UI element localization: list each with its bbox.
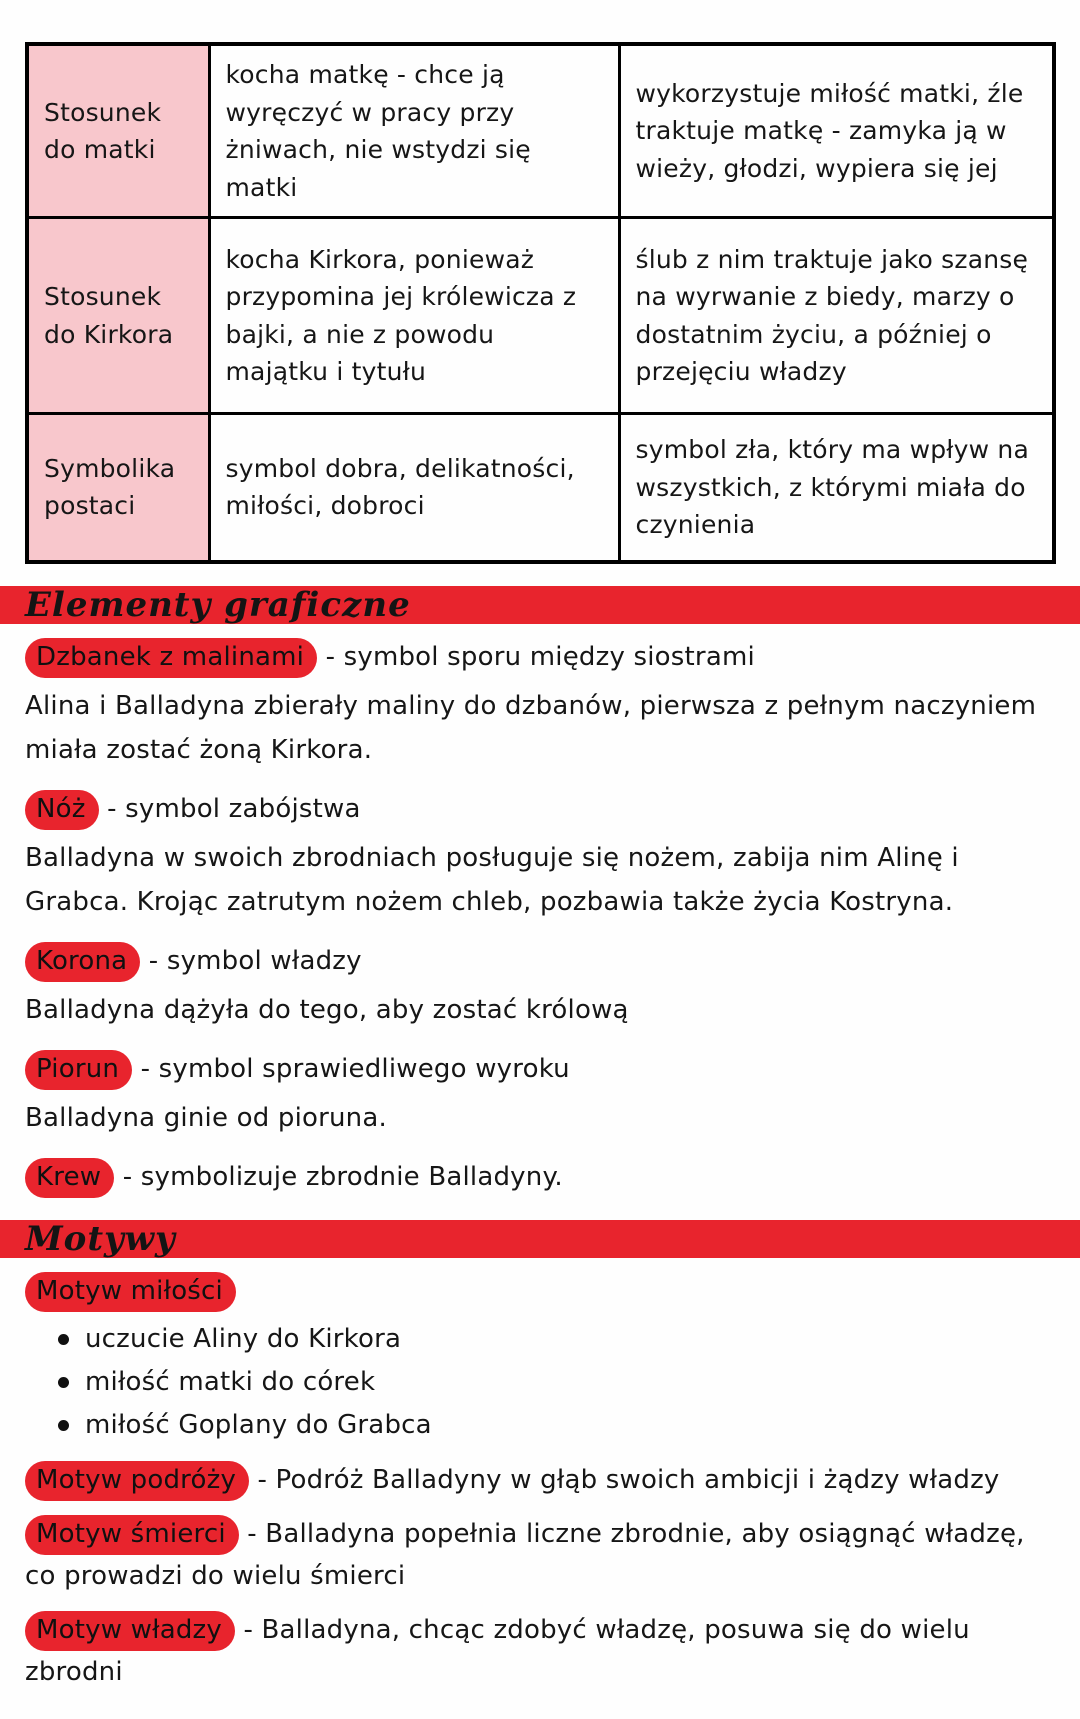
highlight-pill: Korona [25, 942, 140, 982]
highlight-pill: Dzbanek z malinami [25, 638, 317, 678]
table-row-stosunek-do-matki [27, 44, 1054, 218]
section-title: Motywy [25, 1218, 176, 1259]
term-description: Balladyna w swoich zbrodniach posługuje się nożem, zabija nim Alinę i Grabca. Krojąc zatrutym nożem chleb, pozbawia także życia Kostryna. [25, 842, 959, 917]
row-header-cell: Stosunek do matki [27, 44, 209, 218]
term-definition: - Podróż Balladyny w głąb swoich ambicji i żądzy władzy [257, 1464, 1000, 1495]
highlight-pill: Nóż [25, 790, 99, 830]
highlight-pill: Motyw miłości [25, 1272, 236, 1312]
term-definition: - Balladyna popełnia liczne zbrodnie, aby osiągnąć władzę, co prowadzi do wielu śmierci [25, 1518, 1025, 1591]
alina-cell: symbol dobra, delikatności, miłości, dobroci [209, 414, 619, 562]
highlight-pill: Krew [25, 1158, 114, 1198]
term-line-motyw-wladzy [25, 1609, 1052, 1693]
list-item: uczucie Aliny do Kirkora [85, 1318, 1052, 1361]
graphic-elements-section [25, 636, 1052, 1198]
term-line-krew [25, 1156, 1052, 1198]
row-header-cell: Symbolika postaci [27, 414, 209, 562]
term-line-dzbanek [25, 636, 1052, 678]
table-row-stosunek-do-kirkora [27, 218, 1054, 414]
term-line-motyw-podrozy [25, 1459, 1052, 1501]
term-definition: - symbol zabójstwa [107, 793, 361, 824]
term-description: Balladyna ginie od pioruna. [25, 1102, 387, 1133]
term-definition: - symbol sporu między siostrami [325, 641, 755, 672]
alina-cell: kocha matkę - chce ją wyręczyć w pracy przy żniwach, nie wstydzi się matki [209, 44, 619, 218]
list-item: miłość Goplany do Grabca [85, 1404, 1052, 1447]
character-comparison-table [25, 42, 1056, 564]
term-line-noz [25, 788, 1052, 830]
balladyna-cell: wykorzystuje miłość matki, źle traktuje matkę - zamyka ją w wieży, głodzi, wypiera się jej [619, 44, 1054, 218]
row-header-cell: Stosunek do Kirkora [27, 218, 209, 414]
list-item: miłość matki do córek [85, 1361, 1052, 1404]
highlight-pill: Motyw śmierci [25, 1515, 239, 1555]
motifs-section [25, 1270, 1052, 1693]
term-description: Alina i Balladyna zbierały maliny do dzbanów, pierwsza z pełnym naczyniem miała zostać żoną Kirkora. [25, 690, 1037, 765]
highlight-pill: Piorun [25, 1050, 132, 1090]
term-line-korona [25, 940, 1052, 982]
alina-cell: kocha Kirkora, ponieważ przypomina jej królewicza z bajki, a nie z powodu majątku i tytułu [209, 218, 619, 414]
term-description: Balladyna dążyła do tego, aby zostać królową [25, 994, 629, 1025]
highlight-pill: Motyw władzy [25, 1611, 235, 1651]
section-band-motywy [0, 1220, 1080, 1258]
highlight-pill: Motyw podróży [25, 1461, 249, 1501]
term-line-motyw-milosci [25, 1270, 1052, 1312]
section-title: Elementy graficzne [25, 584, 411, 625]
table-row-symbolika-postaci [27, 414, 1054, 562]
balladyna-cell: ślub z nim traktuje jako szansę na wyrwanie z biedy, marzy o dostatnim życiu, a później o przejęciu władzy [619, 218, 1054, 414]
love-motif-list [25, 1318, 1052, 1447]
term-line-motyw-smierci [25, 1513, 1052, 1597]
term-definition: - symbol władzy [148, 945, 362, 976]
term-definition: - symbol sprawiedliwego wyroku [140, 1053, 570, 1084]
term-line-piorun [25, 1048, 1052, 1090]
term-definition: - Balladyna, chcąc zdobyć władzę, posuwa się do wielu zbrodni [25, 1614, 970, 1687]
section-band-elementy-graficzne [0, 586, 1080, 624]
term-definition: - symbolizuje zbrodnie Balladyny. [122, 1161, 563, 1192]
balladyna-cell: symbol zła, który ma wpływ na wszystkich, z którymi miała do czynienia [619, 414, 1054, 562]
